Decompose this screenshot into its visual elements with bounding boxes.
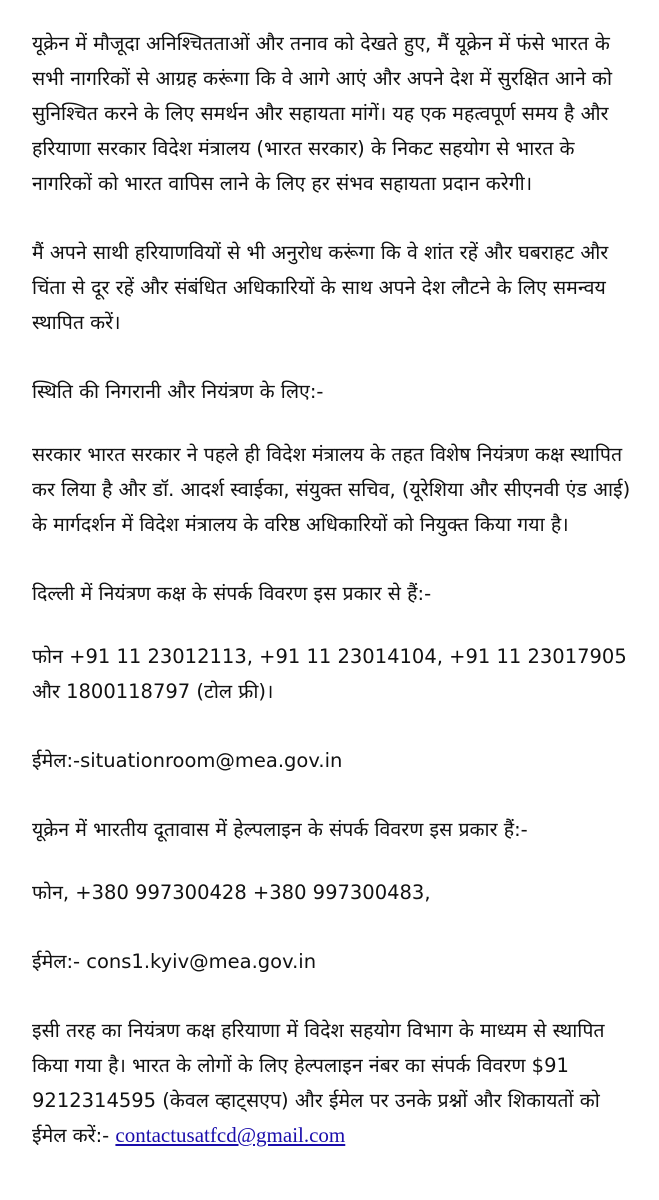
paragraph-embassy-email: ईमेल:- cons1.kyiv@mea.gov.in: [32, 950, 317, 973]
paragraph-embassy-heading: यूक्रेन में भारतीय दूतावास में हेल्पलाइन के संपर्क विवरण इस प्रकार हैं:-: [32, 818, 528, 841]
paragraph-monitoring-heading: स्थिति की निगरानी और नियंत्रण के लिए:-: [32, 380, 324, 403]
paragraph-embassy-phone: फोन, +380 997300428 +380 997300483,: [32, 881, 431, 904]
paragraph-delhi-email: ईमेल:-situationroom@mea.gov.in: [32, 749, 343, 772]
paragraph-haryana-control-room: [32, 1013, 635, 1153]
haryana-contact-text: इसी तरह का नियंत्रण कक्ष हरियाणा में विदेश सहयोग विभाग के माध्यम से स्थापित किया गया है। भारत के लोगों के लिए हेल्पलाइन नंबर का संपर्क विवरण $91 9212314595 (केवल व्हाट्सएप) और ईमेल पर उनके प्रश्नों और शिकायतों को ईमेल करें:-: [32, 1019, 605, 1147]
paragraph-control-room: सरकार भारत सरकार ने पहले ही विदेश मंत्रालय के तहत विशेष नियंत्रण कक्ष स्थापित कर लिया है और डॉ. आदर्श स्वाईका, संयुक्त सचिव, (यूरेशिया और सीएनवी एंड आई) के मार्गदर्शन में विदेश मंत्रालय के वरिष्ठ अधिकारियों को नियुक्त किया गया है।: [32, 443, 631, 536]
paragraph-delhi-phone: फोन +91 11 23012113, +91 11 23014104, +91 11 23017905 और 1800118797 (टोल फ्री)।: [32, 645, 627, 703]
paragraph-appeal: यूक्रेन में मौजूदा अनिश्चितताओं और तनाव को देखते हुए, मैं यूक्रेन में फंसे भारत के सभी नागरिकों से आग्रह करूंगा कि वे आगे आएं और अपने देश में सुरक्षित आने को सुनिश्चित करने के लिए समर्थन और सहायता मांगें। यह एक महत्वपूर्ण समय है और हरियाणा सरकार विदेश मंत्रालय (भारत सरकार) के निकट सहयोग से भारत के नागरिकों को भारत वापिस लाने के लिए हर संभव सहायता प्रदान करेगी।: [32, 32, 613, 195]
paragraph-delhi-contact-heading: दिल्ली में नियंत्रण कक्ष के संपर्क विवरण इस प्रकार से हैं:-: [32, 582, 432, 605]
paragraph-request: मैं अपने साथी हरियाणवियों से भी अनुरोध करूंगा कि वे शांत रहें और घबराहट और चिंता से दूर रहें और संबंधित अधिकारियों के साथ अपने देश लौटने के लिए समन्वय स्थापित करें।: [32, 241, 609, 334]
contact-email-link[interactable]: contactusatfcd@gmail.com: [115, 1123, 346, 1147]
